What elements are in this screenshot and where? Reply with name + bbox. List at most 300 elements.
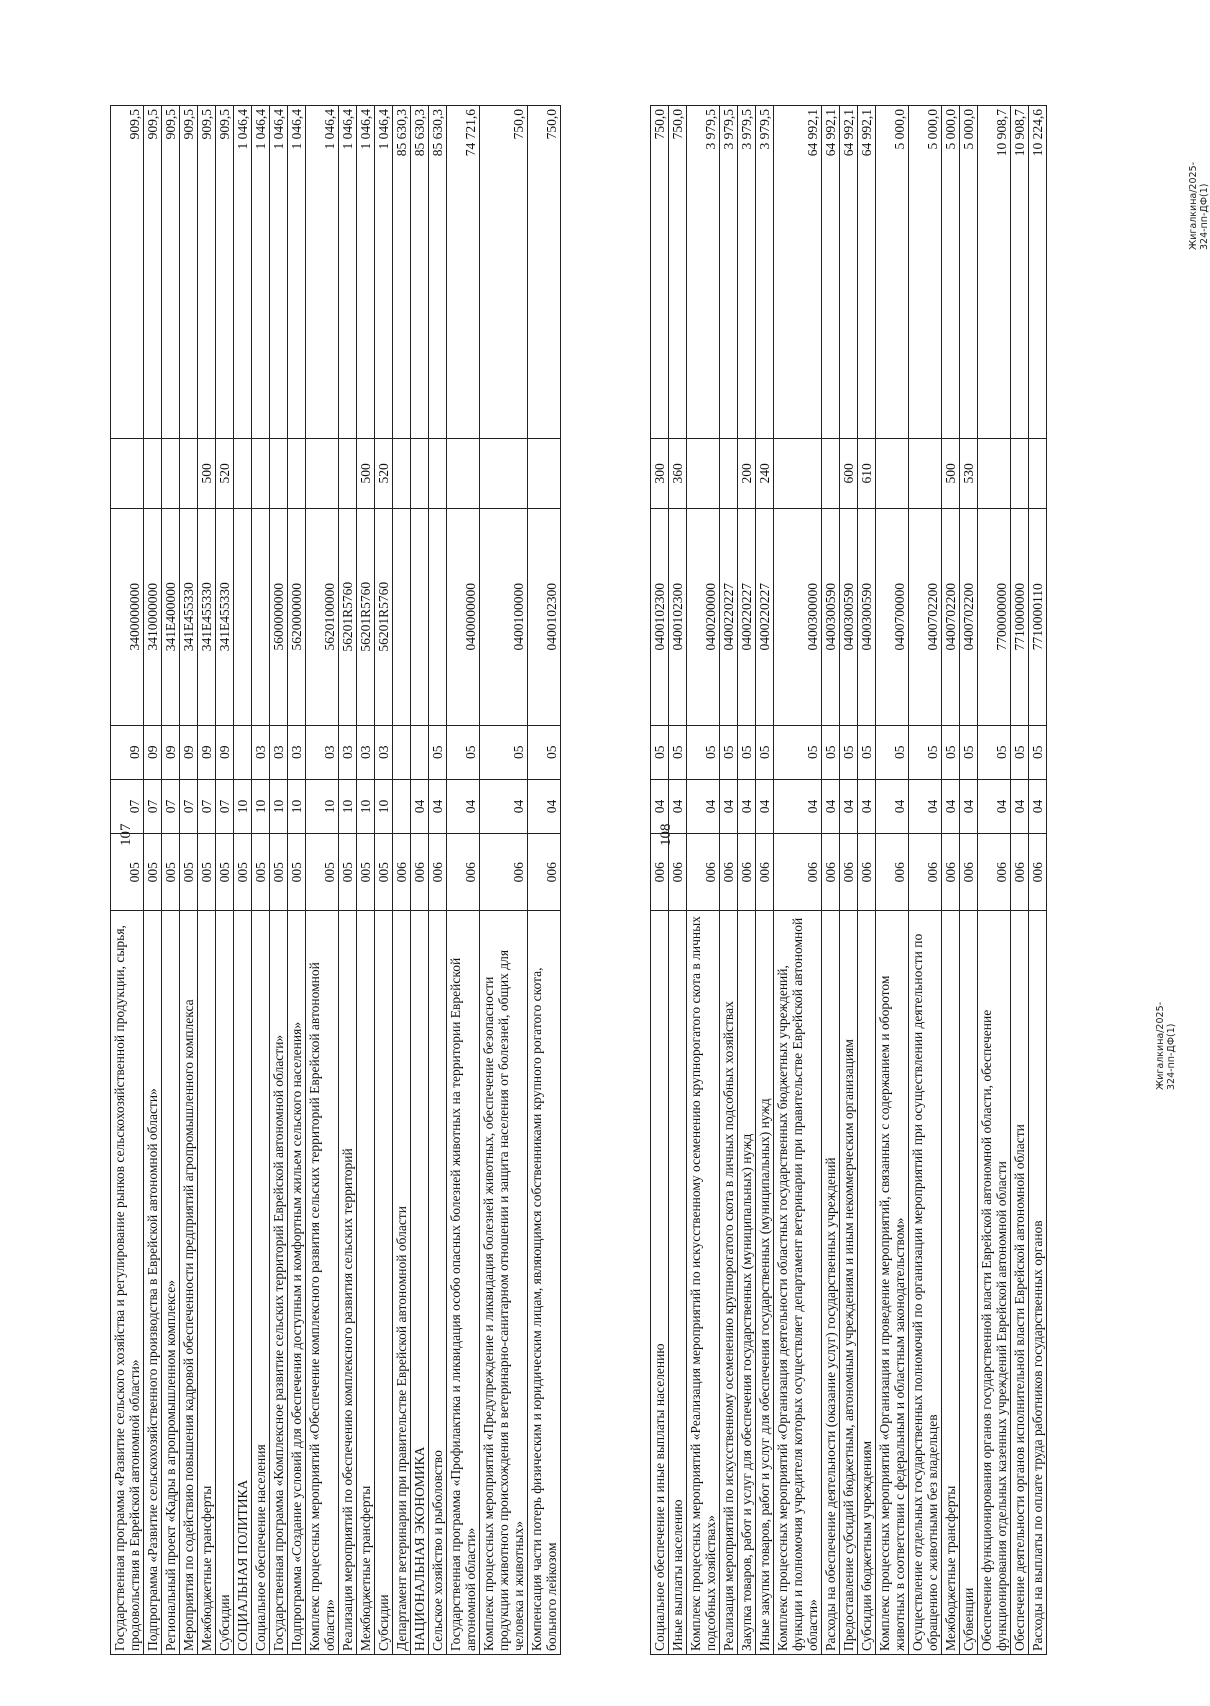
page-number-left: 107: [118, 823, 134, 846]
cell-name: Реализация мероприятий по искусственному осеменению крупнорогатого скота в личных подсобных хозяйствах: [720, 911, 738, 1655]
cell-name: Предоставление субсидий бюджетным, автономным учреждениям и иным некоммерческим организациям: [840, 911, 858, 1655]
cell-csr: 0400000000: [447, 508, 480, 725]
cell-name: Осуществление отдельных государственных полномочий по организации мероприятий при осуществлении деятельности по обращению с животными без владельцев: [909, 911, 942, 1655]
cell-csr: 0400220227: [720, 508, 738, 725]
cell-pr: 09: [216, 725, 234, 779]
cell-name: Департамент ветеринарии при правительстве Еврейской автономной области: [393, 911, 411, 1655]
budget-table-right: [650, 105, 1130, 1655]
cell-rz: 04: [429, 779, 447, 833]
cell-adm: 006: [720, 834, 738, 911]
cell-csr: 0400300590: [858, 508, 876, 725]
cell-vr: [687, 439, 720, 509]
table-row: [756, 106, 774, 1655]
cell-pr: 05: [687, 725, 720, 779]
cell-pr: 05: [720, 725, 738, 779]
cell-pr: 05: [858, 725, 876, 779]
cell-rz: 04: [651, 779, 669, 833]
cell-pr: 05: [909, 725, 942, 779]
cell-adm: 005: [288, 834, 306, 911]
cell-name: НАЦИОНАЛЬНАЯ ЭКОНОМИКА: [411, 911, 429, 1655]
cell-sum: 10 908,7: [1011, 106, 1029, 439]
cell-pr: 03: [288, 725, 306, 779]
table-row: [738, 106, 756, 1655]
cell-rz: 10: [252, 779, 270, 833]
cell-csr: 0400220227: [738, 508, 756, 725]
cell-rz: 04: [528, 779, 561, 833]
cell-adm: 005: [357, 834, 375, 911]
cell-name: Мероприятия по содействию повышения кадровой обеспеченности предприятий агропромышленного комплекса: [180, 911, 198, 1655]
cell-csr: [429, 508, 447, 725]
cell-name: Подпрограмма «Развитие сельскохозяйственного производства в Еврейской автономной области»: [144, 911, 162, 1655]
cell-name: Государственная программа «Профилактика и ликвидация особо опасных болезней животных на территории Еврейской автономной области»: [447, 911, 480, 1655]
cell-pr: 05: [876, 725, 909, 779]
cell-name: Социальное обеспечение населения: [252, 911, 270, 1655]
cell-pr: 05: [651, 725, 669, 779]
cell-rz: 07: [198, 779, 216, 833]
cell-pr: 09: [162, 725, 180, 779]
cell-vr: 240: [756, 439, 774, 509]
cell-rz: 07: [111, 779, 144, 833]
cell-pr: 09: [144, 725, 162, 779]
cell-csr: 0400200000: [687, 508, 720, 725]
cell-vr: [429, 439, 447, 509]
cell-sum: 85 630,3: [429, 106, 447, 439]
table-row: [1029, 106, 1047, 1655]
cell-sum: 3 979,5: [720, 106, 738, 439]
cell-name: Расходы на выплаты по оплате труда работников государственных органов: [1029, 911, 1047, 1655]
cell-pr: 03: [339, 725, 357, 779]
cell-adm: 006: [651, 834, 669, 911]
table-row: [774, 106, 822, 1655]
cell-sum: 5 000,0: [942, 106, 960, 439]
cell-rz: [393, 779, 411, 833]
cell-adm: 006: [411, 834, 429, 911]
table-row: [393, 106, 411, 1655]
cell-csr: [234, 508, 252, 725]
cell-sum: 1 046,4: [357, 106, 375, 439]
cell-csr: 3400000000: [111, 508, 144, 725]
cell-vr: 520: [216, 439, 234, 509]
cell-sum: 1 046,4: [288, 106, 306, 439]
cell-vr: 360: [669, 439, 687, 509]
table-row: [978, 106, 1011, 1655]
cell-csr: 0400702200: [942, 508, 960, 725]
table-row: [480, 106, 528, 1655]
cell-adm: 006: [909, 834, 942, 911]
cell-adm: 006: [528, 834, 561, 911]
cell-vr: [180, 439, 198, 509]
cell-name: Межбюджетные трансферты: [198, 911, 216, 1655]
cell-rz: 07: [162, 779, 180, 833]
cell-rz: 10: [234, 779, 252, 833]
cell-adm: 006: [447, 834, 480, 911]
cell-name: Комплекс процессных мероприятий «Организация деятельности областных государственных бюджетных учреждений, функции и полномочия учредителя которых осуществляет департамент ветеринарии при правительстве Еврейской автономной области»: [774, 911, 822, 1655]
table-body-left: [111, 106, 561, 1655]
cell-csr: 0400102300: [651, 508, 669, 725]
footer-right: Жигалкина/2025-324-пп-ДФ(1): [1188, 161, 1210, 250]
cell-adm: 006: [687, 834, 720, 911]
table-row: [909, 106, 942, 1655]
cell-adm: 006: [669, 834, 687, 911]
cell-rz: 04: [858, 779, 876, 833]
cell-name: Компенсация части потерь физическим и юридическим лицам, являющимся собственниками крупного рогатого скота, больного лейкозом: [528, 911, 561, 1655]
cell-sum: 909,5: [216, 106, 234, 439]
cell-pr: [411, 725, 429, 779]
cell-vr: [411, 439, 429, 509]
table-row: [339, 106, 357, 1655]
cell-name: Комплекс процессных мероприятий «Обеспечение комплексного развития сельских территорий Еврейской автономной области»: [306, 911, 339, 1655]
cell-sum: 750,0: [669, 106, 687, 439]
cell-csr: 5600000000: [270, 508, 288, 725]
cell-csr: [252, 508, 270, 725]
cell-name: Иные выплаты населению: [669, 911, 687, 1655]
cell-pr: 09: [198, 725, 216, 779]
table-row: [288, 106, 306, 1655]
cell-adm: 005: [144, 834, 162, 911]
cell-adm: 006: [756, 834, 774, 911]
cell-vr: [1029, 439, 1047, 509]
cell-vr: [270, 439, 288, 509]
cell-rz: 04: [909, 779, 942, 833]
cell-sum: 64 992,1: [858, 106, 876, 439]
cell-vr: [876, 439, 909, 509]
table-row: [876, 106, 909, 1655]
cell-adm: 006: [960, 834, 978, 911]
cell-vr: [528, 439, 561, 509]
cell-pr: 05: [738, 725, 756, 779]
cell-vr: [774, 439, 822, 509]
cell-vr: 500: [357, 439, 375, 509]
table-row: [429, 106, 447, 1655]
cell-pr: 05: [1029, 725, 1047, 779]
cell-rz: 10: [339, 779, 357, 833]
cell-sum: 5 000,0: [909, 106, 942, 439]
table-row: [720, 106, 738, 1655]
cell-rz: 04: [822, 779, 840, 833]
cell-sum: 85 630,3: [411, 106, 429, 439]
cell-vr: [111, 439, 144, 509]
cell-name: Подпрограмма «Создание условий для обеспечения доступным и комфортным жильем сельского населения»: [288, 911, 306, 1655]
cell-rz: 04: [978, 779, 1011, 833]
cell-adm: 005: [111, 834, 144, 911]
cell-sum: 3 979,5: [738, 106, 756, 439]
cell-sum: 909,5: [198, 106, 216, 439]
cell-sum: 750,0: [651, 106, 669, 439]
cell-csr: 0400702200: [909, 508, 942, 725]
budget-table-left: [110, 105, 590, 1655]
cell-name: Социальное обеспечение и иные выплаты населению: [651, 911, 669, 1655]
cell-sum: 85 630,3: [393, 106, 411, 439]
cell-name: Реализация мероприятий по обеспечению комплексного развития сельских территорий: [339, 911, 357, 1655]
cell-pr: 05: [669, 725, 687, 779]
cell-adm: 006: [480, 834, 528, 911]
table-row: [687, 106, 720, 1655]
cell-adm: 006: [393, 834, 411, 911]
cell-adm: 005: [198, 834, 216, 911]
cell-rz: 04: [687, 779, 720, 833]
cell-rz: 04: [942, 779, 960, 833]
cell-vr: 300: [651, 439, 669, 509]
cell-csr: 341Е455330: [216, 508, 234, 725]
cell-sum: 1 046,4: [306, 106, 339, 439]
table-row: [198, 106, 216, 1655]
cell-pr: 05: [822, 725, 840, 779]
cell-vr: 200: [738, 439, 756, 509]
table-row: [216, 106, 234, 1655]
cell-vr: [1011, 439, 1029, 509]
cell-name: Государственная программа «Комплексное развитие сельских территорий Еврейской автономной области»: [270, 911, 288, 1655]
cell-name: Межбюджетные трансферты: [942, 911, 960, 1655]
table-row: [1011, 106, 1029, 1655]
cell-adm: 006: [822, 834, 840, 911]
page-number-right: 108: [658, 823, 674, 846]
cell-adm: 005: [234, 834, 252, 911]
cell-sum: 909,5: [144, 106, 162, 439]
cell-vr: 500: [942, 439, 960, 509]
cell-pr: [393, 725, 411, 779]
cell-sum: 64 992,1: [774, 106, 822, 439]
cell-csr: 0400220227: [756, 508, 774, 725]
cell-csr: 0400300590: [840, 508, 858, 725]
cell-pr: 03: [270, 725, 288, 779]
cell-name: Сельское хозяйство и рыболовство: [429, 911, 447, 1655]
cell-name: Обеспечение деятельности органов исполнительной власти Еврейской автономной области: [1011, 911, 1029, 1655]
cell-name: Комплекс процессных мероприятий «Предупреждение и ликвидация болезней животных, обеспечение безопасности продукции животного происхождения в ветеринарно-санитарном отношении и защита населения от болезней, общих для человека и животных»: [480, 911, 528, 1655]
cell-adm: 005: [339, 834, 357, 911]
cell-pr: 05: [429, 725, 447, 779]
cell-rz: 07: [144, 779, 162, 833]
cell-rz: 10: [288, 779, 306, 833]
cell-csr: 7710000110: [1029, 508, 1047, 725]
cell-name: Субсидии бюджетным учреждениям: [858, 911, 876, 1655]
cell-pr: 05: [480, 725, 528, 779]
cell-sum: 64 992,1: [840, 106, 858, 439]
cell-adm: 006: [858, 834, 876, 911]
table-row: [375, 106, 393, 1655]
cell-vr: [252, 439, 270, 509]
cell-pr: 05: [756, 725, 774, 779]
cell-rz: 04: [840, 779, 858, 833]
cell-vr: [909, 439, 942, 509]
table-row: [234, 106, 252, 1655]
table-row: [651, 106, 669, 1655]
cell-vr: [234, 439, 252, 509]
table-row: [411, 106, 429, 1655]
cell-name: Региональный проект «Кадры в агропромышленном комплексе»: [162, 911, 180, 1655]
cell-csr: 0400100000: [480, 508, 528, 725]
cell-adm: 005: [180, 834, 198, 911]
cell-sum: 5 000,0: [876, 106, 909, 439]
cell-name: Закупка товаров, работ и услуг для обеспечения государственных (муниципальных) нужд: [738, 911, 756, 1655]
cell-sum: 10 908,7: [978, 106, 1011, 439]
cell-rz: 10: [306, 779, 339, 833]
cell-rz: 04: [720, 779, 738, 833]
cell-vr: [720, 439, 738, 509]
table-row: [180, 106, 198, 1655]
table-row: [111, 106, 144, 1655]
cell-pr: 09: [111, 725, 144, 779]
cell-rz: 04: [1029, 779, 1047, 833]
table-row: [162, 106, 180, 1655]
footer-left: Жигалкина/2025-324-пп-ДФ(1): [1155, 1001, 1177, 1090]
cell-sum: 74 721,6: [447, 106, 480, 439]
table-row: [306, 106, 339, 1655]
table-row: [960, 106, 978, 1655]
cell-csr: 0400300000: [774, 508, 822, 725]
table-row: [270, 106, 288, 1655]
cell-pr: 03: [252, 725, 270, 779]
cell-pr: 03: [357, 725, 375, 779]
cell-csr: 5620000000: [288, 508, 306, 725]
table-row: [528, 106, 561, 1655]
cell-rz: 04: [411, 779, 429, 833]
cell-pr: 05: [942, 725, 960, 779]
cell-name: Государственная программа «Развитие сельского хозяйства и регулирование рынков сельскохозяйственной продукции, сырья, продовольствия в Еврейской автономной области»: [111, 911, 144, 1655]
cell-vr: [978, 439, 1011, 509]
cell-csr: 0400700000: [876, 508, 909, 725]
table-row: [942, 106, 960, 1655]
cell-vr: 520: [375, 439, 393, 509]
table-row: [357, 106, 375, 1655]
cell-vr: [480, 439, 528, 509]
cell-csr: 7700000000: [978, 508, 1011, 725]
cell-pr: 05: [528, 725, 561, 779]
table-body-right: [651, 106, 1047, 1655]
cell-adm: 006: [876, 834, 909, 911]
cell-csr: 7710000000: [1011, 508, 1029, 725]
cell-sum: 909,5: [180, 106, 198, 439]
cell-sum: 5 000,0: [960, 106, 978, 439]
cell-rz: 04: [669, 779, 687, 833]
cell-rz: 04: [876, 779, 909, 833]
cell-pr: 05: [978, 725, 1011, 779]
cell-rz: 04: [756, 779, 774, 833]
cell-name: СОЦИАЛЬНАЯ ПОЛИТИКА: [234, 911, 252, 1655]
cell-csr: 341Е455330: [180, 508, 198, 725]
cell-sum: 750,0: [528, 106, 561, 439]
table-row: [822, 106, 840, 1655]
cell-adm: 005: [375, 834, 393, 911]
cell-adm: 005: [270, 834, 288, 911]
cell-csr: 341Е455330: [198, 508, 216, 725]
cell-sum: 64 992,1: [822, 106, 840, 439]
cell-sum: 1 046,4: [375, 106, 393, 439]
table-row: [144, 106, 162, 1655]
cell-rz: 04: [960, 779, 978, 833]
cell-vr: 610: [858, 439, 876, 509]
table-row: [447, 106, 480, 1655]
cell-sum: 3 979,5: [687, 106, 720, 439]
cell-name: Субвенции: [960, 911, 978, 1655]
cell-rz: 10: [375, 779, 393, 833]
cell-rz: 07: [216, 779, 234, 833]
cell-csr: 341Е400000: [162, 508, 180, 725]
cell-adm: 006: [840, 834, 858, 911]
cell-csr: 0400300590: [822, 508, 840, 725]
cell-pr: 09: [180, 725, 198, 779]
cell-csr: 3410000000: [144, 508, 162, 725]
cell-csr: 56201R5760: [357, 508, 375, 725]
cell-adm: 006: [738, 834, 756, 911]
cell-name: Субсидии: [216, 911, 234, 1655]
table-row: [669, 106, 687, 1655]
cell-rz: 04: [774, 779, 822, 833]
cell-vr: [288, 439, 306, 509]
cell-vr: [822, 439, 840, 509]
cell-vr: [393, 439, 411, 509]
cell-adm: 005: [306, 834, 339, 911]
cell-name: Комплекс процессных мероприятий «Реализация мероприятий по искусственному осеменению крупнорогатого скота в личных подсобных хозяйствах»: [687, 911, 720, 1655]
cell-adm: 006: [1029, 834, 1047, 911]
cell-adm: 006: [429, 834, 447, 911]
cell-sum: 909,5: [162, 106, 180, 439]
cell-rz: 10: [357, 779, 375, 833]
cell-pr: [234, 725, 252, 779]
cell-vr: [339, 439, 357, 509]
cell-vr: [447, 439, 480, 509]
cell-sum: 750,0: [480, 106, 528, 439]
table-row: [840, 106, 858, 1655]
cell-csr: 56201R5760: [339, 508, 357, 725]
cell-name: Расходы на обеспечение деятельности (оказание услуг) государственных учреждений: [822, 911, 840, 1655]
cell-pr: 03: [375, 725, 393, 779]
cell-vr: 500: [198, 439, 216, 509]
cell-vr: [162, 439, 180, 509]
cell-csr: 0400702200: [960, 508, 978, 725]
cell-sum: 1 046,4: [252, 106, 270, 439]
cell-rz: 04: [480, 779, 528, 833]
cell-sum: 909,5: [111, 106, 144, 439]
cell-rz: 04: [1011, 779, 1029, 833]
cell-csr: 56201R5760: [375, 508, 393, 725]
cell-name: Иные закупки товаров, работ и услуг для обеспечения государственных (муниципальных) нужд: [756, 911, 774, 1655]
cell-adm: 005: [252, 834, 270, 911]
cell-adm: 006: [942, 834, 960, 911]
cell-adm: 005: [216, 834, 234, 911]
cell-pr: 05: [447, 725, 480, 779]
cell-sum: 3 979,5: [756, 106, 774, 439]
cell-adm: 006: [978, 834, 1011, 911]
table-row: [858, 106, 876, 1655]
cell-sum: 1 046,4: [339, 106, 357, 439]
cell-sum: 1 046,4: [270, 106, 288, 439]
cell-csr: [393, 508, 411, 725]
cell-csr: [411, 508, 429, 725]
cell-rz: 04: [738, 779, 756, 833]
cell-name: Комплекс процессных мероприятий «Организация и проведение мероприятий, связанных с содержанием и оборотом животных в соответствии с федеральным и областным законодательством»: [876, 911, 909, 1655]
cell-adm: 006: [774, 834, 822, 911]
cell-csr: 0400102300: [528, 508, 561, 725]
cell-vr: [144, 439, 162, 509]
cell-vr: 530: [960, 439, 978, 509]
cell-pr: 03: [306, 725, 339, 779]
cell-rz: 10: [270, 779, 288, 833]
cell-vr: [306, 439, 339, 509]
cell-name: Межбюджетные трансферты: [357, 911, 375, 1655]
cell-adm: 005: [162, 834, 180, 911]
cell-name: Субсидии: [375, 911, 393, 1655]
cell-name: Обеспечение функционирования органов государственной власти Еврейской автономной области, обеспечение функционирования отдельных казенных учреждений Еврейской автономной области: [978, 911, 1011, 1655]
cell-pr: 05: [840, 725, 858, 779]
table-row: [252, 106, 270, 1655]
cell-pr: 05: [960, 725, 978, 779]
cell-vr: 600: [840, 439, 858, 509]
cell-pr: 05: [774, 725, 822, 779]
cell-sum: 1 046,4: [234, 106, 252, 439]
cell-adm: 006: [1011, 834, 1029, 911]
cell-rz: 04: [447, 779, 480, 833]
cell-sum: 10 224,6: [1029, 106, 1047, 439]
